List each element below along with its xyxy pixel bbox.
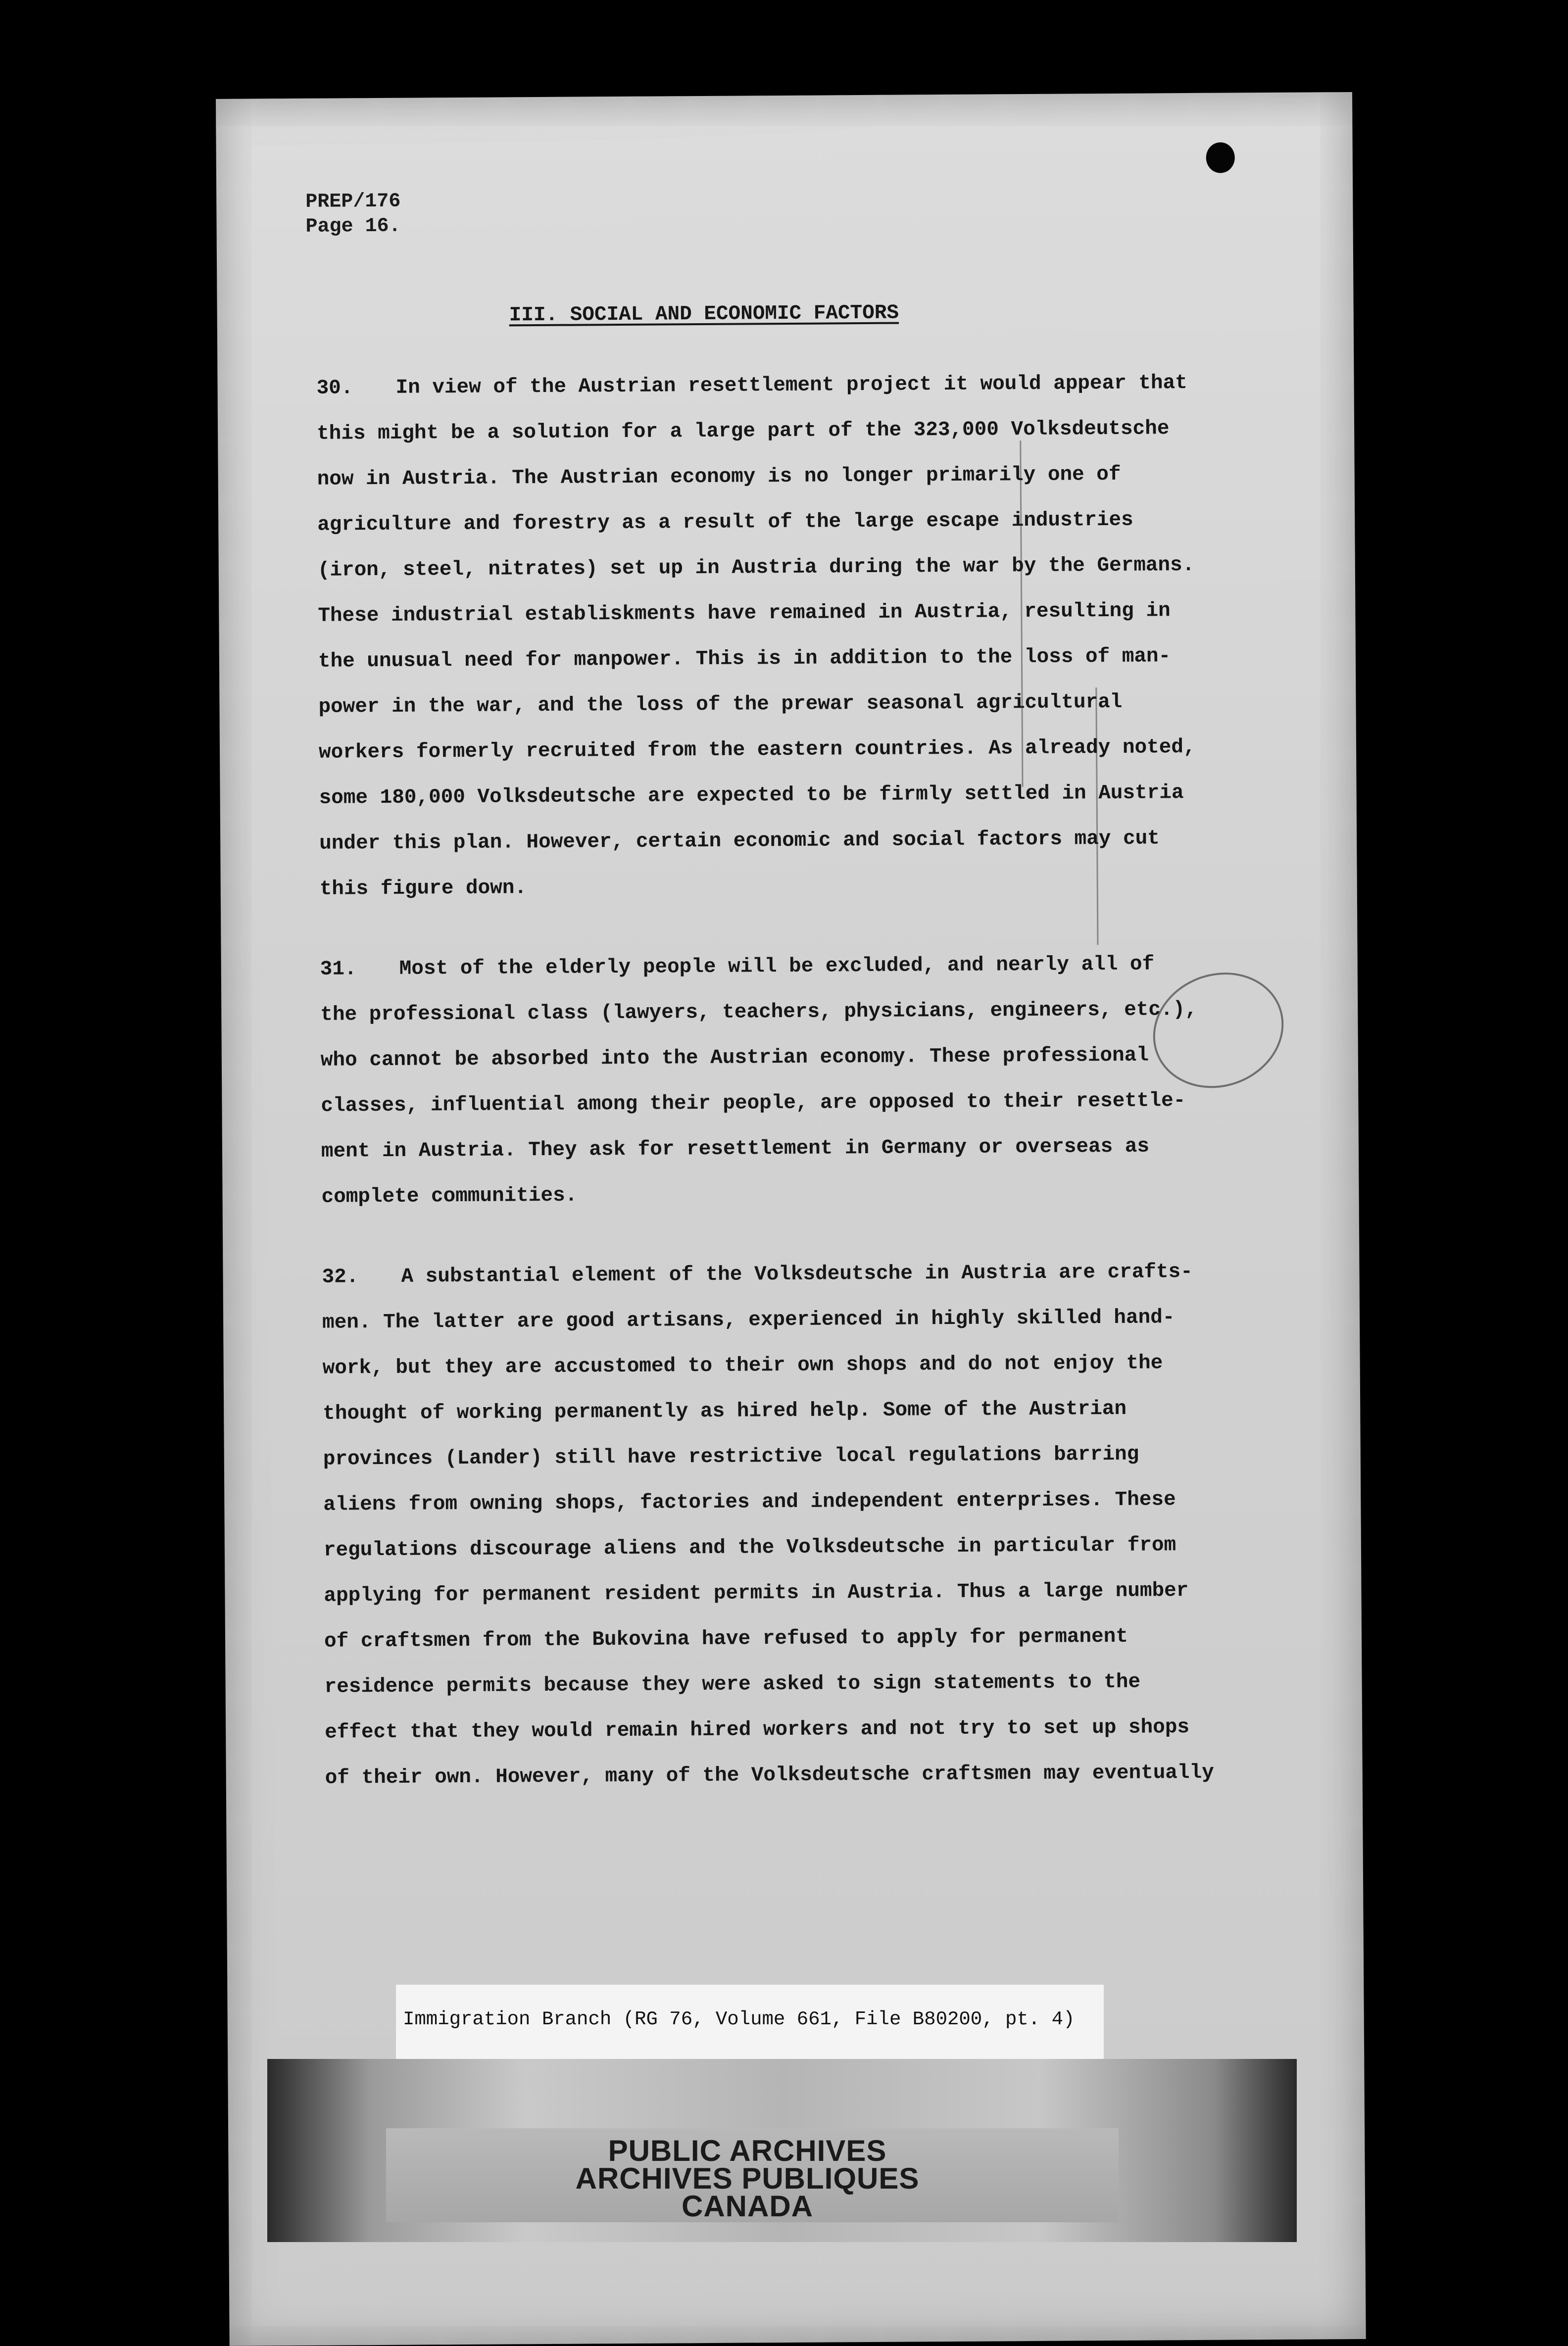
paragraph-line: power in the war, and the loss of the prewar seasonal agricultural — [318, 690, 1123, 719]
stamp-line-english: PUBLIC ARCHIVES — [608, 2134, 887, 2167]
paragraph-line: the professional class (lawyers, teachers, physicians, engineers, etc.), — [320, 998, 1197, 1026]
paragraph-line: workers formerly recruited from the eastern countries. As already noted, — [318, 735, 1196, 764]
paragraph-line: applying for permanent resident permits in Austria. Thus a large number — [324, 1579, 1189, 1608]
paragraph-line: These industrial establiskments have remained in Austria, resulting in — [318, 599, 1171, 628]
paragraph-line: aliens from owning shops, factories and independent enterprises. These — [323, 1488, 1176, 1516]
page-number: Page 16. — [305, 215, 401, 238]
stamp-line-country: CANADA — [682, 2190, 813, 2223]
paragraph-30 — [316, 360, 1196, 912]
paragraph-32 — [322, 1249, 1214, 1801]
paragraph-line: agriculture and forestry as a result of the large escape industries — [317, 508, 1133, 537]
paragraph-line: complete communities. — [321, 1184, 578, 1209]
archive-reference-text: Immigration Branch (RG 76, Volume 661, File B80200, pt. 4) — [403, 2008, 1075, 2030]
paragraph-line: now in Austria. The Austrian economy is no longer primarily one of — [317, 463, 1121, 491]
paragraph-line: Most of the elderly people will be excluded, and nearly all of — [399, 953, 1155, 980]
paragraph-line: effect that they would remain hired workers and not try to set up shops — [325, 1716, 1190, 1744]
stamp-line-french: ARCHIVES PUBLIQUES — [575, 2162, 920, 2195]
paragraph-line: men. The latter are good artisans, experienced in highly skilled hand- — [322, 1306, 1175, 1334]
punch-hole — [1206, 142, 1235, 173]
paragraph-line: of their own. However, many of the Volksdeutsche craftsmen may eventually — [325, 1761, 1214, 1790]
paragraph-line: under this plan. However, certain economic and social factors may cut — [319, 827, 1160, 855]
archive-stamp — [490, 2134, 1005, 2223]
paragraph-line: (iron, steel, nitrates) set up in Austria during the war by the Germans. — [317, 553, 1195, 582]
paragraph-line: of craftsmen from the Bukovina have refused to apply for permanent — [324, 1625, 1128, 1653]
paragraph-line: this figure down. — [319, 877, 527, 901]
document-body — [316, 360, 1214, 1836]
paragraph-line: work, but they are accustomed to their own shops and do not enjoy the — [322, 1352, 1163, 1380]
section-heading: III. SOCIAL AND ECONOMIC FACTORS — [509, 301, 899, 327]
paragraph-line: some 180,000 Volksdeutsche are expected to be firmly settled in Austria — [319, 782, 1184, 810]
paragraph-line: provinces (Lander) still have restrictive local regulations barring — [323, 1443, 1139, 1471]
paragraph-line: classes, influential among their people, are opposed to their resettle- — [321, 1089, 1186, 1118]
paragraph-line: residence permits because they were asked to sign statements to the — [324, 1670, 1141, 1699]
paragraph-line: regulations discourage aliens and the Volksdeutsche in particular from — [323, 1534, 1176, 1562]
paragraph-line: this might be a solution for a large part of the 323,000 Volksdeutsche — [316, 417, 1170, 445]
paragraph-line: thought of working permanently as hired help. Some of the Austrian — [323, 1397, 1127, 1425]
paragraph-line: In view of the Austrian resettlement project it would appear that — [395, 372, 1187, 399]
paragraph-line: the unusual need for manpower. This is in addition to the loss of man- — [318, 645, 1171, 673]
paragraph-31 — [320, 941, 1197, 1220]
paragraph-line: A substantial element of the Volksdeutsche in Austria are crafts- — [401, 1260, 1193, 1288]
paragraph-number: 31. — [320, 958, 357, 981]
paragraph-number: 30. — [316, 377, 353, 400]
paragraph-line: who cannot be absorbed into the Austrian economy. These professional — [320, 1044, 1149, 1072]
paragraph-line: ment in Austria. They ask for resettlement in Germany or overseas as — [321, 1135, 1150, 1163]
document-reference — [305, 190, 401, 240]
paragraph-number: 32. — [322, 1266, 359, 1289]
reference-code: PREP/176 — [305, 190, 401, 213]
